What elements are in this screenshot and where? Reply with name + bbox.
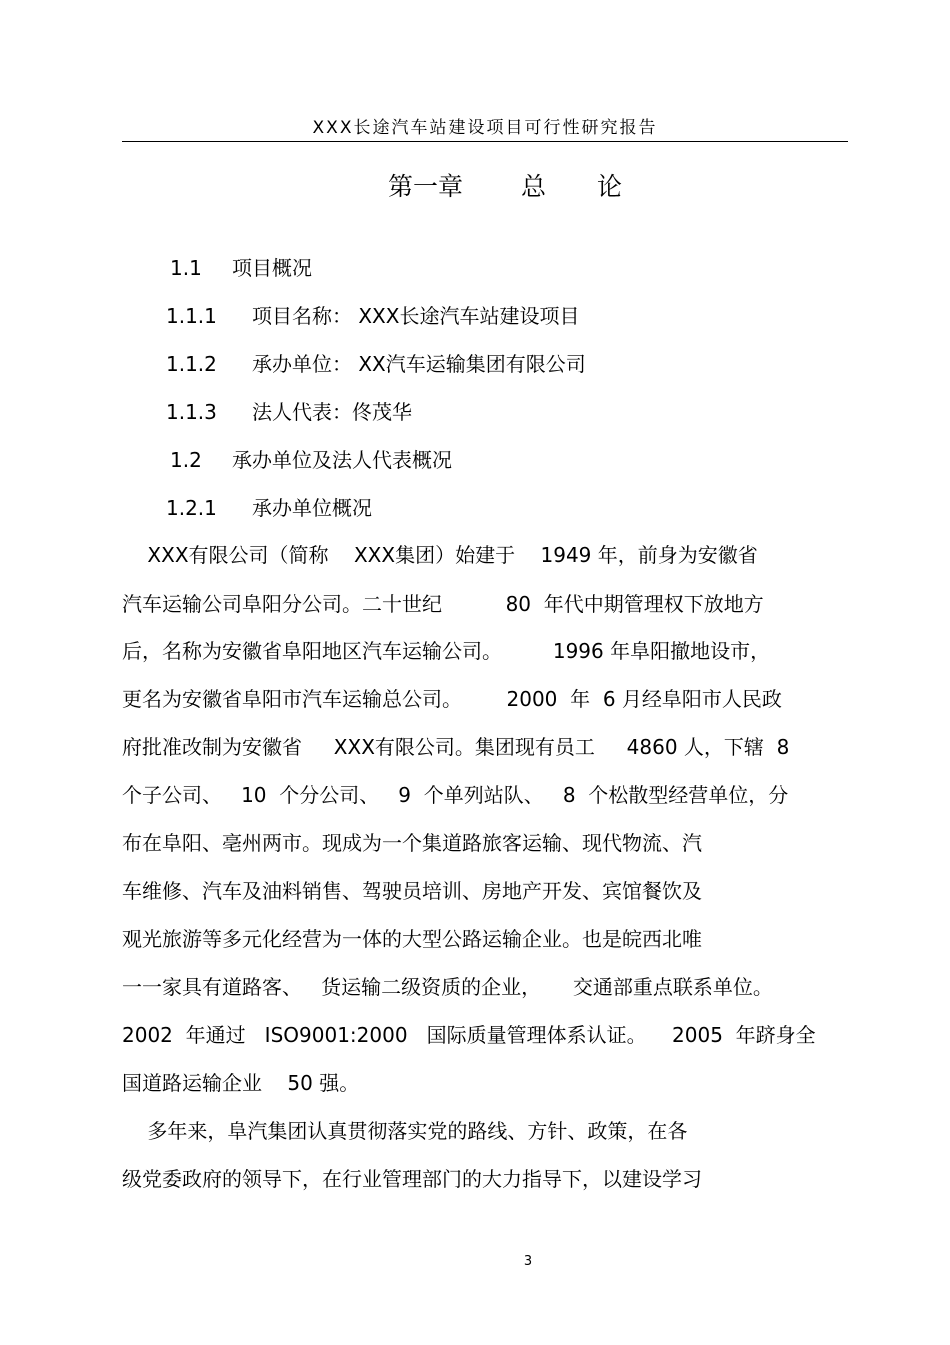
paragraph-line: 2002 年通过 ISO9001:2000 国际质量管理体系认证。 2005 年跻身全 (122, 1023, 816, 1047)
section-title: 承办单位概况 (252, 496, 372, 520)
chapter-number: 第一章 (388, 172, 464, 201)
section-title: 法人代表：佟茂华 (252, 400, 412, 424)
chapter-title-char-1: 总 (521, 172, 547, 201)
paragraph-line: 国道路运输企业 50 强。 (122, 1071, 360, 1095)
section-number: 1.1.3 (166, 400, 217, 424)
section-number: 1.2 (170, 448, 202, 472)
section-title: 项目概况 (232, 256, 312, 280)
paragraph-line: 个子公司、 10 个分公司、 9 个单列站队、 8 个松散型经营单位，分 (122, 783, 789, 807)
paragraph-line: 府批准改制为安徽省 XXX有限公司。集团现有员工 4860 人，下辖 8 (122, 735, 790, 759)
paragraph-line: 多年来，阜汽集团认真贯彻落实党的路线、方针、政策，在各 (122, 1119, 688, 1143)
section-number: 1.2.1 (166, 496, 217, 520)
section-number: 1.1.1 (166, 304, 217, 328)
paragraph-line: 观光旅游等多元化经营为一体的大型公路运输企业。也是皖西北唯 (122, 927, 702, 951)
paragraph-line: 后，名称为安徽省阜阳地区汽车运输公司。 1996 年阜阳撤地设市， (122, 639, 771, 663)
section-title: 承办单位及法人代表概况 (232, 448, 452, 472)
section-number: 1.1 (170, 256, 202, 280)
page-number: 3 (523, 1254, 533, 1269)
paragraph-line: 汽车运输公司阜阳分公司。二十世纪 80 年代中期管理权下放地方 (122, 592, 764, 616)
running-header: XXX长途汽车站建设项目可行性研究报告 (312, 118, 658, 138)
header-rule (122, 141, 848, 142)
paragraph-line: 级党委政府的领导下，在行业管理部门的大力指导下，以建设学习 (122, 1167, 702, 1191)
paragraph-line: 车维修、汽车及油料销售、驾驶员培训、房地产开发、宾馆餐饮及 (122, 879, 702, 903)
paragraph-line: XXX有限公司（简称 XXX集团）始建于 1949 年，前身为安徽省 (122, 543, 758, 567)
section-title: 承办单位： XX汽车运输集团有限公司 (252, 352, 586, 376)
section-number: 1.1.2 (166, 352, 217, 376)
section-title: 项目名称： XXX长途汽车站建设项目 (252, 304, 580, 328)
paragraph-line: 更名为安徽省阜阳市汽车运输总公司。 2000 年 6 月经阜阳市人民政 (122, 687, 782, 711)
paragraph-line: 一一家具有道路客、 货运输二级资质的企业， 交通部重点联系单位。 (122, 975, 773, 999)
paragraph-line: 布在阜阳、亳州两市。现成为一个集道路旅客运输、现代物流、汽 (122, 831, 702, 855)
chapter-title-char-2: 论 (597, 172, 623, 201)
